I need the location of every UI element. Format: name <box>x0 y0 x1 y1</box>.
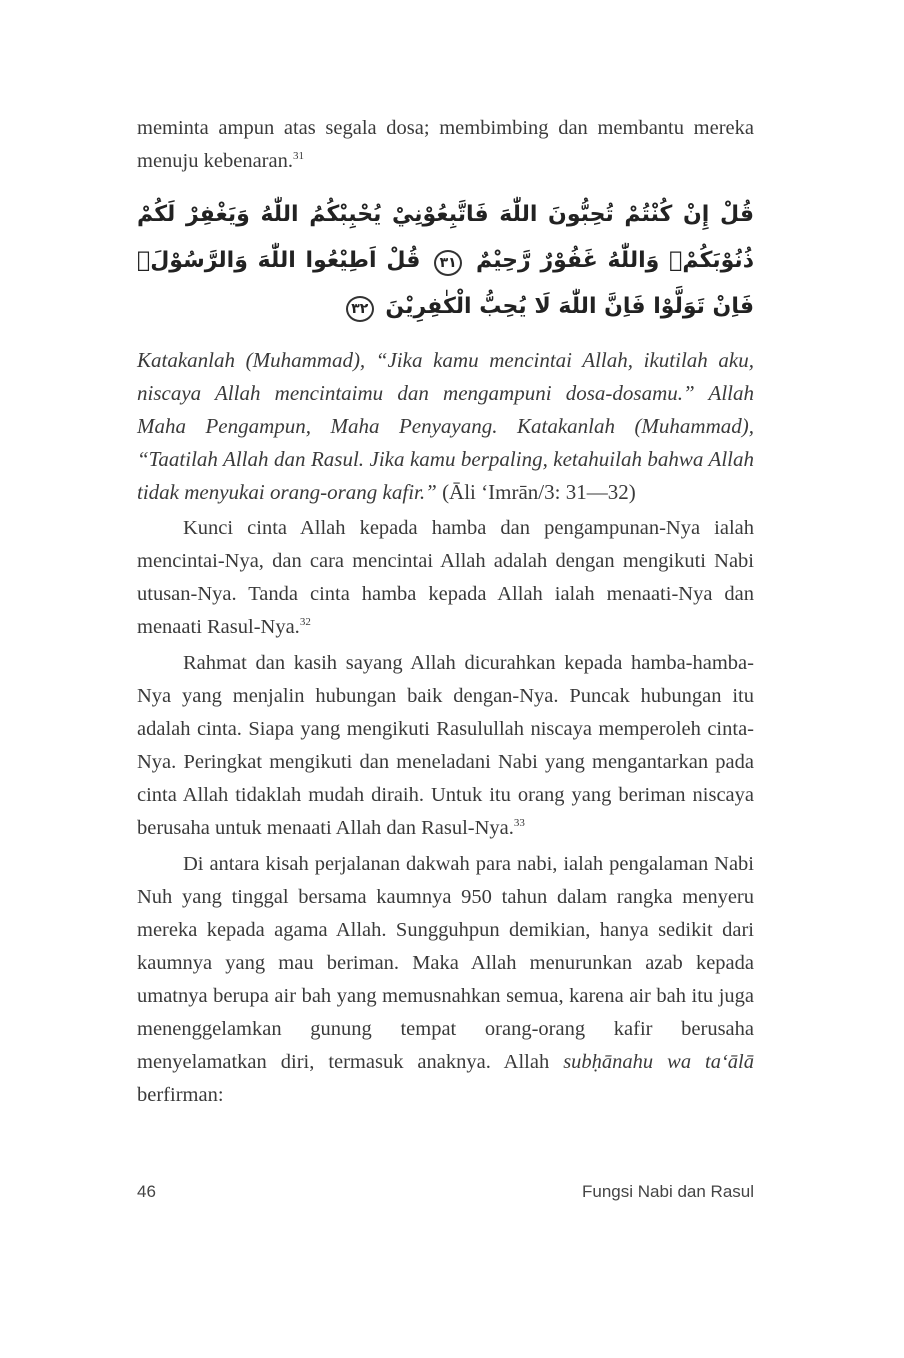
text-run: Kunci cinta Allah kepada hamba dan pengampunan-Nya <box>183 517 701 539</box>
text-run: Katakanlah (Muhammad), “Jika kamu mencintai Allah, ikutilah aku, <box>137 348 754 372</box>
paragraph-1 <box>137 112 754 178</box>
paragraph-3 <box>137 512 754 644</box>
text-run: untuk menaati Allah dan Rasul-Nya. <box>214 817 514 839</box>
text-run: Allah menurunkan azab kepada umatnya berupa air bah yang <box>137 952 754 1007</box>
text-run: berfirman: <box>137 1084 224 1106</box>
text-run: orang-orang kafir.” <box>269 480 443 504</box>
arabic-verse-text-1: قُلْ إِنْ كُنْتُمْ تُحِبُّونَ اللّٰهَ فَاتَّبِعُوْنِيْ يُحْبِبْكُمُ اللّٰهُ وَيَغْفِرْ لَكُمْ ذُنُوْبَكُمْۗ وَاللّٰهُ غَفُوْرٌ رَّحِيْمٌ <box>137 202 754 273</box>
arabic-verse-text-2: قُلْ اَطِيْعُوا اللّٰهَ وَالرَّسُوْلَۚ فَاِنْ تَوَلَّوْا فَاِنَّ اللّٰهَ لَا يُحِبُّ الْكٰفِرِيْنَ <box>137 248 754 319</box>
running-title: Fungsi Nabi dan Rasul <box>582 1182 754 1201</box>
text-run: ialah menaati-Nya dan menaati Rasul-Nya. <box>137 583 754 638</box>
paragraph-5 <box>137 848 754 1112</box>
page-footer <box>137 1182 754 1202</box>
footnote-ref: 31 <box>292 150 304 163</box>
text-run: niscaya memperoleh cinta-Nya. Peringkat mengikuti dan <box>137 718 754 773</box>
text-run: mereka menuju kebenaran. <box>137 117 754 172</box>
text-run: ialah mencintai-Nya, dan cara mencintai Allah adalah dengan <box>137 517 754 572</box>
text-run: meneladani Nabi yang mengantarkan pada cinta Allah tidaklah <box>137 751 754 806</box>
text-run: (Āli ‘Imrān/3: 31—32) <box>442 480 636 504</box>
paragraph-2 <box>137 344 754 509</box>
text-run: niscaya Allah mencintaimu dan mengampuni dosa-dosamu.” Allah Maha <box>137 381 754 438</box>
text-run: dalam rangka menyeru mereka kepada agama Allah. Sungguhpun <box>137 886 754 941</box>
ayah-marker-32: ٣٢ <box>346 296 374 322</box>
paragraph-slot <box>137 344 754 1112</box>
text-run: hamba-Nya yang menjalin hubungan baik dengan-Nya. Puncak <box>137 652 754 707</box>
arabic-verse <box>137 192 754 330</box>
footnote-ref: 33 <box>513 817 525 830</box>
text-run: meminta ampun atas segala dosa; membimbing dan membantu <box>137 117 684 139</box>
text-run: subḥānahu wa ta‘ālā <box>563 1051 755 1073</box>
text-run: pengalaman Nabi Nuh yang tinggal bersama kaumnya 950 tahun <box>137 853 754 908</box>
paragraph-4 <box>137 647 754 845</box>
text-run: termasuk anaknya. Allah <box>328 1051 564 1073</box>
page-number: 46 <box>137 1182 156 1201</box>
text-run: Rahmat dan kasih sayang Allah dicurahkan kepada hamba- <box>183 652 693 674</box>
text-run: gunung tempat orang-orang kafir berusaha menyelamatkan diri, <box>137 1018 755 1073</box>
text-run: demikian, hanya sedikit dari kaumnya yang mau beriman. Maka <box>137 919 754 974</box>
text-run: mengikuti Nabi utusan-Nya. Tanda cinta hamba kepada Allah <box>137 550 755 605</box>
text-run: memusnahkan semua, karena air bah itu juga menenggelamkan <box>137 985 755 1040</box>
text-run: dan Rasul. Jika kamu berpaling, ketahuilah bahwa Allah tidak menyukai <box>137 447 754 504</box>
text-run: Di antara kisah perjalanan dakwah para nabi, ialah <box>183 853 604 875</box>
text-run: hubungan itu adalah cinta. Siapa yang mengikuti Rasulullah <box>137 685 755 740</box>
text-run: mudah diraih. Untuk itu orang yang beriman niscaya berusaha <box>137 784 755 839</box>
footnote-ref: 32 <box>299 616 311 629</box>
paragraph-slot <box>137 112 754 178</box>
ayah-marker-31: ٣١ <box>434 250 462 276</box>
text-run: Pengampun, Maha Penyayang. Katakanlah (Muhammad), “Taatilah Allah <box>137 414 754 471</box>
